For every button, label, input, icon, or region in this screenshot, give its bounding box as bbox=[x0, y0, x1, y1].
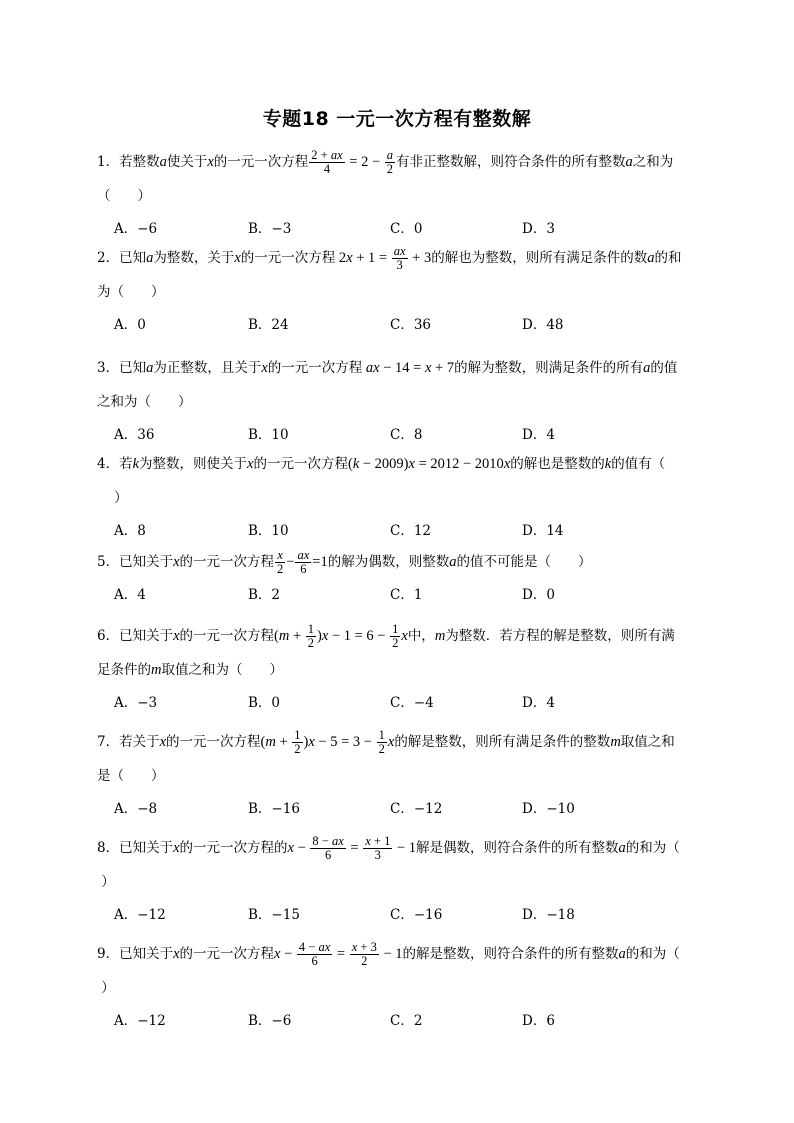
answer-options bbox=[97, 793, 699, 825]
question-stem-continued: 为（ ） bbox=[97, 284, 165, 300]
option-b[interactable]: B．2 bbox=[248, 587, 281, 603]
answer-options bbox=[97, 579, 699, 611]
question-number: 8． bbox=[97, 840, 120, 856]
option-b[interactable]: B．−3 bbox=[248, 221, 292, 237]
question-stem-continued: 足条件的m取值之和为（ ） bbox=[97, 662, 283, 678]
question-stem-continued: ） bbox=[97, 490, 128, 506]
option-c[interactable]: C．2 bbox=[390, 1013, 423, 1029]
question-stem: 4．若k为整数，则使关于x的一元一次方程(k − 2009)x = 2012 − 2010x的解也是整数的k的值有（ bbox=[97, 456, 666, 472]
option-a[interactable]: A．0 bbox=[114, 317, 146, 333]
option-b[interactable]: B．−15 bbox=[248, 907, 300, 923]
question-stem-continued: （ ） bbox=[97, 188, 151, 204]
option-c[interactable]: C．12 bbox=[390, 523, 432, 539]
question-1 bbox=[97, 145, 699, 245]
option-a[interactable]: A．8 bbox=[114, 523, 146, 539]
option-b[interactable]: B．0 bbox=[248, 695, 281, 711]
question-stem: 6．已知关于x的一元一次方程(m + $\frac{1}{2}$ )x − 1 = 6 − $\frac{1}{2}$ x中，m为整数．若方程的解是整数，则所有满 bbox=[97, 622, 675, 650]
question-number: 7． bbox=[97, 734, 120, 750]
question-5 bbox=[97, 545, 699, 611]
option-a[interactable]: A．−3 bbox=[114, 695, 158, 711]
answer-options bbox=[97, 687, 699, 719]
option-c[interactable]: C．36 bbox=[390, 317, 432, 333]
question-stem: 2．已知a为整数，关于x的一元一次方程 2x + 1 = $\frac{ax}{3}$ + 3的解也为整数，则所有满足条件的数a的和 bbox=[97, 244, 682, 272]
option-d[interactable]: D．14 bbox=[522, 523, 564, 539]
question-stem: 9．已知关于x的一元一次方程x − $\frac{4 - ax}{6}$ = $\frac{x + 3}{2}$ − 1的解是整数，则符合条件的所有整数a的和为（ bbox=[97, 940, 680, 968]
question-stem: 1．若整数a使关于x的一元一次方程 $\frac{2 + ax}{4}$ = 2 − $\frac{a}{2}$ 有非正整数解，则符合条件的所有整数a之和为 bbox=[97, 148, 674, 176]
option-d[interactable]: D．3 bbox=[522, 221, 555, 237]
question-4 bbox=[97, 447, 699, 547]
question-8 bbox=[97, 831, 699, 931]
option-c[interactable]: C．−12 bbox=[390, 801, 443, 817]
option-c[interactable]: C．0 bbox=[390, 221, 423, 237]
option-a[interactable]: A．−12 bbox=[114, 907, 166, 923]
option-d[interactable]: D．4 bbox=[522, 427, 555, 443]
question-stem: 8．已知关于x的一元一次方程的x − $\frac{8 - ax}{6}$ = $\frac{x + 1}{3}$ − 1解是偶数，则符合条件的所有整数a的和为（ bbox=[97, 834, 680, 862]
question-stem: 5．已知关于x的一元一次方程 $\frac{x}{2}$ − $\frac{ax}{6}$ =1的解为偶数，则整数a的值不可能是（ ） bbox=[97, 548, 592, 576]
option-a[interactable]: A．4 bbox=[114, 587, 146, 603]
question-7 bbox=[97, 725, 699, 825]
option-b[interactable]: B．24 bbox=[248, 317, 289, 333]
option-d[interactable]: D．48 bbox=[522, 317, 564, 333]
option-d[interactable]: D．4 bbox=[522, 695, 555, 711]
question-stem-continued: ） bbox=[97, 874, 115, 890]
page-title: 专题18 一元一次方程有整数解 bbox=[262, 108, 532, 130]
option-d[interactable]: D．−18 bbox=[522, 907, 575, 923]
answer-options bbox=[97, 515, 699, 547]
question-stem-continued: 是（ ） bbox=[97, 768, 165, 784]
question-3 bbox=[97, 351, 699, 451]
question-6 bbox=[97, 619, 699, 719]
option-b[interactable]: B．−16 bbox=[248, 801, 300, 817]
question-number: 1． bbox=[97, 154, 120, 170]
option-b[interactable]: B．10 bbox=[248, 427, 289, 443]
option-c[interactable]: C．8 bbox=[390, 427, 423, 443]
option-d[interactable]: D．−10 bbox=[522, 801, 575, 817]
question-number: 9． bbox=[97, 946, 120, 962]
option-a[interactable]: A．36 bbox=[114, 427, 155, 443]
question-stem: 7．若关于x的一元一次方程(m + $\frac{1}{2}$ )x − 5 = 3 − $\frac{1}{2}$ x的解是整数，则所有满足条件的整数m取值之和 bbox=[97, 728, 675, 756]
question-9 bbox=[97, 937, 699, 1037]
question-number: 5． bbox=[97, 554, 120, 570]
option-b[interactable]: B．10 bbox=[248, 523, 289, 539]
option-c[interactable]: C．−4 bbox=[390, 695, 434, 711]
question-2 bbox=[97, 241, 699, 341]
question-stem: 3．已知a为正整数，且关于x的一元一次方程 ax − 14 = x + 7的解为整数，则满足条件的所有a的值 bbox=[97, 360, 678, 376]
option-a[interactable]: A．−8 bbox=[114, 801, 158, 817]
question-number: 6． bbox=[97, 628, 120, 644]
answer-options bbox=[97, 899, 699, 931]
question-number: 3． bbox=[97, 360, 120, 376]
option-c[interactable]: C．1 bbox=[390, 587, 423, 603]
answer-options bbox=[97, 1005, 699, 1037]
question-number: 2． bbox=[97, 250, 120, 266]
question-stem-continued: ） bbox=[97, 980, 115, 996]
option-b[interactable]: B．−6 bbox=[248, 1013, 292, 1029]
option-d[interactable]: D．6 bbox=[522, 1013, 555, 1029]
option-a[interactable]: A．−6 bbox=[114, 221, 158, 237]
answer-options bbox=[97, 309, 699, 341]
question-stem-continued: 之和为（ ） bbox=[97, 394, 192, 410]
option-d[interactable]: D．0 bbox=[522, 587, 555, 603]
option-a[interactable]: A．−12 bbox=[114, 1013, 166, 1029]
option-c[interactable]: C．−16 bbox=[390, 907, 443, 923]
question-number: 4． bbox=[97, 456, 120, 472]
